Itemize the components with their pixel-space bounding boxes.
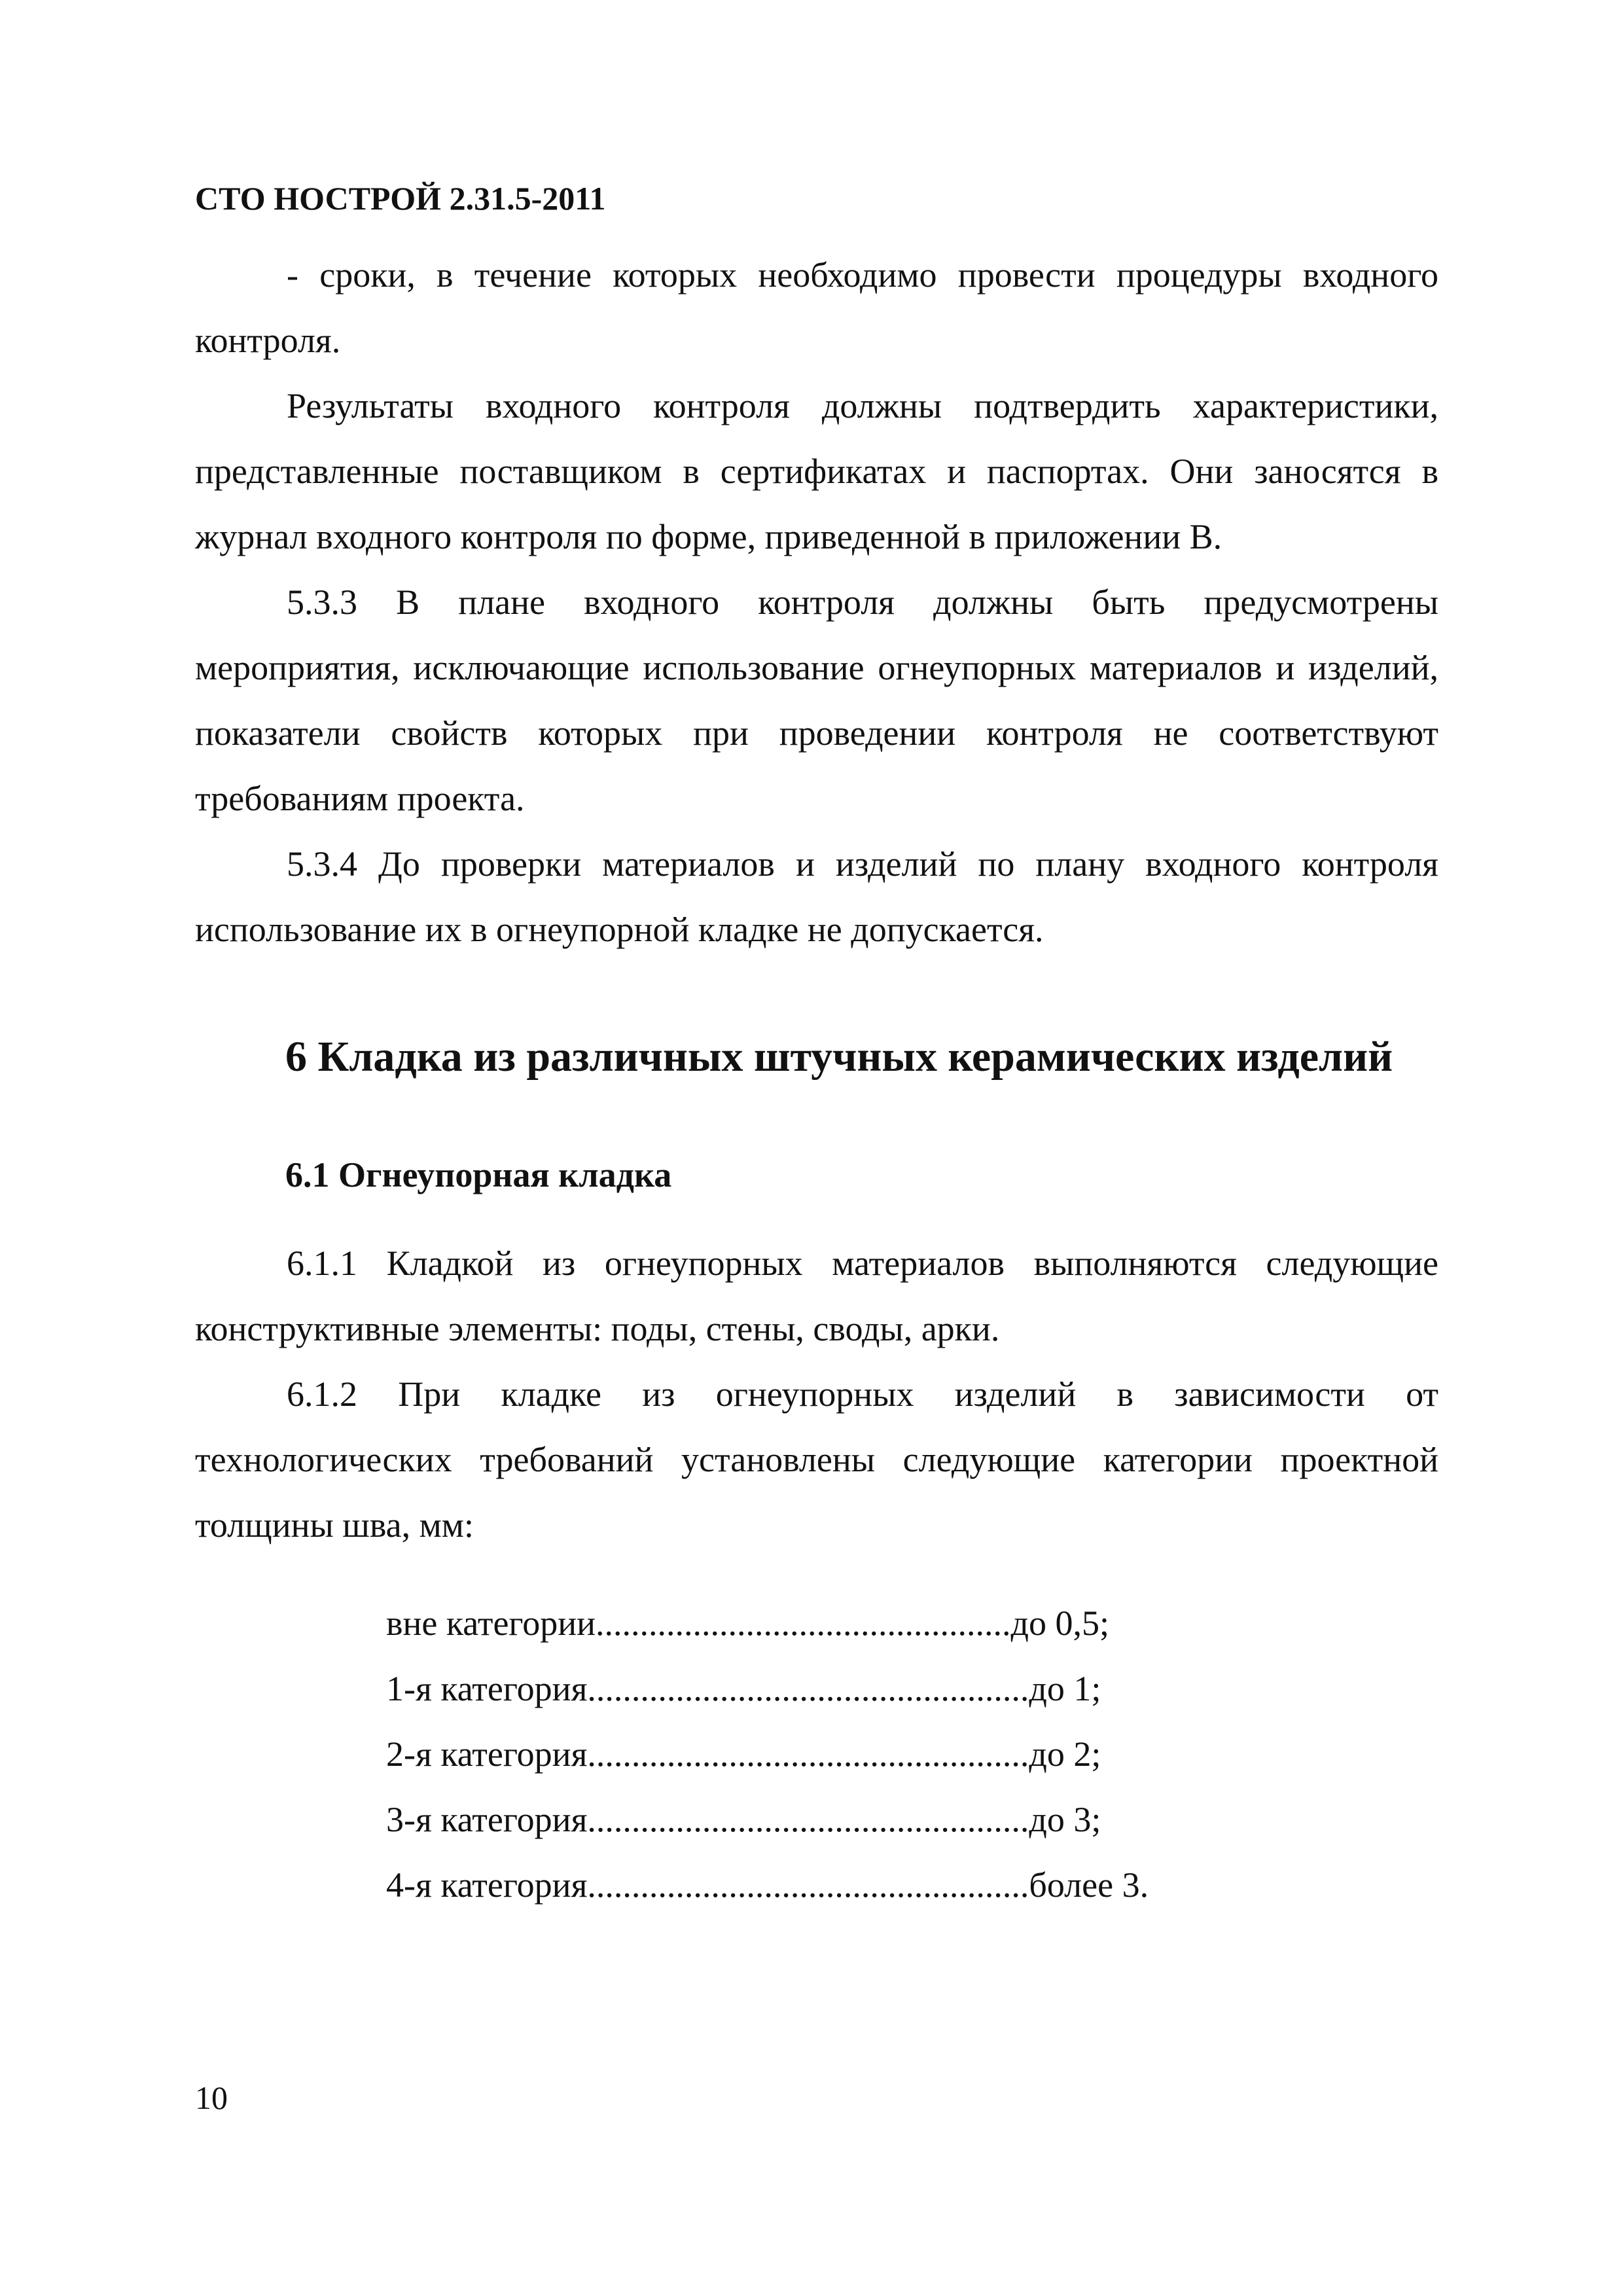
category-name: 3-я категория <box>386 1800 588 1839</box>
list-item <box>386 1787 1149 1852</box>
list-item <box>386 1721 1149 1787</box>
category-name: 1-я категория <box>386 1669 588 1708</box>
paragraph: - сроки, в течение которых необходимо провести процедуры входного контроля. <box>195 255 1438 360</box>
body-text-top <box>195 242 1438 962</box>
leader-dots: ............................................... <box>596 1604 1011 1643</box>
paragraph: Результаты входного контроля должны подтвердить характеристики, представленные поставщиком в сертификатах и паспортах. Они заносятся в журнал входного контроля по форме, приведенной в приложении В. <box>195 386 1438 556</box>
paragraph: 6.1.1 Кладкой из огнеупорных материалов выполняются следующие конструктивные элементы: поды, стены, своды, арки. <box>195 1244 1438 1348</box>
leader-dots: .................................................. <box>587 1800 1029 1839</box>
category-name: 2-я категория <box>386 1734 588 1774</box>
category-value: до 2; <box>1029 1734 1101 1774</box>
list-item <box>386 1656 1149 1721</box>
category-name: вне категории <box>386 1604 596 1643</box>
joint-thickness-category-list <box>386 1590 1149 1918</box>
category-name: 4-я категория <box>386 1865 588 1905</box>
subsection-heading: 6.1 Огнеупорная кладка <box>285 1155 672 1194</box>
leader-dots: .................................................. <box>587 1734 1029 1774</box>
list-item <box>386 1852 1149 1918</box>
category-value: до 0,5; <box>1010 1604 1110 1643</box>
list-item <box>386 1590 1149 1656</box>
paragraph: 6.1.2 При кладке из огнеупорных изделий в зависимости от технологических требований установлены следующие категории проектной толщины шва, мм: <box>195 1374 1438 1545</box>
leader-dots: .................................................. <box>587 1669 1029 1708</box>
document-code-header: СТО НОСТРОЙ 2.31.5-2011 <box>195 180 606 217</box>
page-number: 10 <box>195 2079 228 2116</box>
body-text-section <box>195 1230 1438 1558</box>
section-heading: 6 Кладка из различных штучных керамических изделий <box>285 1033 1393 1081</box>
category-value: до 3; <box>1029 1800 1101 1839</box>
category-value: более 3. <box>1029 1865 1149 1905</box>
paragraph: 5.3.3 В плане входного контроля должны быть предусмотрены мероприятия, исключающие использование огнеупорных материалов и изделий, показатели свойств которых при проведении контроля не соответствуют требованиям проекта. <box>195 583 1438 818</box>
category-value: до 1; <box>1029 1669 1101 1708</box>
leader-dots: .................................................. <box>587 1865 1029 1905</box>
paragraph: 5.3.4 До проверки материалов и изделий по плану входного контроля использование их в огнеупорной кладке не допускается. <box>195 844 1438 949</box>
